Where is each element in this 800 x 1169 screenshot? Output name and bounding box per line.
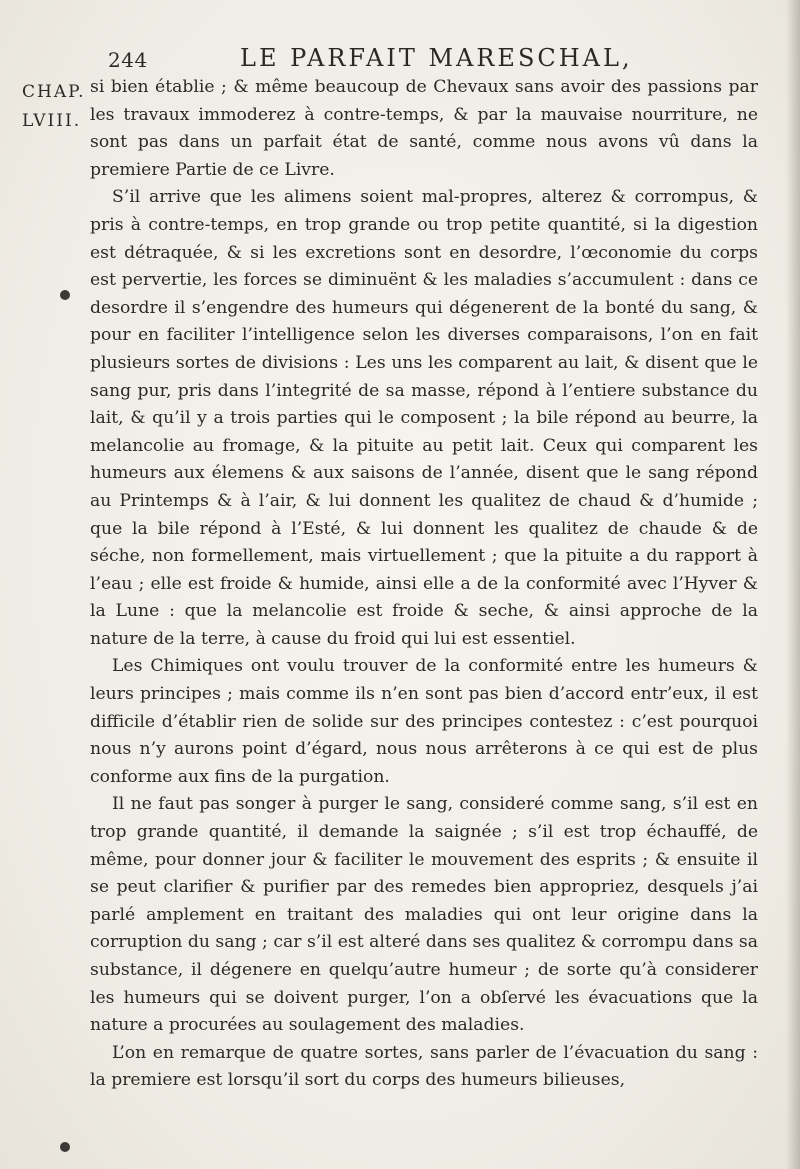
- paragraph-3: Les Chimiques ont voulu trouver de la conformité entre les humeurs & leurs principes ; mais comme ils n’en sont pas bien d’accord entr’eux, il est difficile d’établir rien de solide sur des principes contestez : c’est pourquoi nous n’y aurons point d’égard, nous nous arrêterons à ce qui est de plus conforme aux fins de la purgation.: [90, 656, 758, 787]
- paragraph-5: L’on en remarque de quatre sortes, sans parler de l’évacuation du sang : la premiere est lorsqu’il sort du corps des humeurs bilieuses,: [90, 1042, 758, 1091]
- chapter-margin-note: [22, 78, 86, 136]
- page-header: [108, 44, 708, 74]
- paragraph-1: si bien établie ; & même beaucoup de Chevaux sans avoir des passions par les travaux immoderez à contre-temps, & par la mauvaise nourriture, ne sont pas dans un parfait état de santé, comme nous avons vû dans la premiere Partie de ce Livre.: [90, 77, 758, 180]
- margin-ink-dot: [60, 290, 70, 300]
- chapter-number: LVIII.: [22, 111, 82, 131]
- margin-ink-dot: [60, 1142, 70, 1152]
- paragraph-2: S’il arrive que les alimens soient mal-propres, alterez & corrompus, & pris à contre-temps, en trop grande ou trop petite quantité, si la digestion est détraquée, & si les excretions sont en desordre, l’œconomie du corps est pervertie, les forces se diminuënt & les maladies s’accumulent : dans ce desordre il s’engendre des humeurs qui dégenerent de la bonté du sang, & pour en faciliter l’intelligence selon les diverses comparaisons, l’on en fait plusieurs sortes de divisions : Les uns les comparent au lait, & disent que le sang pur, pris dans l’integrité de sa masse, répond à l’entiere substance du lait, & qu’il y a trois parties qui le composent ; la bile répond au beurre, la melancolie au fromage, & la pituite au petit lait. Ceux qui comparent les humeurs aux élemens & aux saisons de l’année, disent que le sang répond au Printemps & à l’air, & lui donnent les qualitez de chaud & d’humide ; que la bile répond à l’Esté, & lui donnent les qualitez de chaude & de séche, non formellement, mais virtuellement ; que la pituite a du rapport à l’eau ; elle est froide & humide, ainsi elle a de la conformité avec l’Hyver & la Lune : que la melancolie est froide & seche, & ainsi approche de la nature de la terre, à cause du froid qui lui est essentiel.: [90, 187, 758, 649]
- chapter-label: CHAP.: [22, 82, 86, 102]
- paragraph-4: Il ne faut pas songer à purger le sang, consideré comme sang, s’il est en trop grande quantité, il demande la saignée ; s’il est trop échauffé, de même, pour donner jour & faciliter le mouvement des esprits ; & ensuite il se peut clarifier & purifier par des remedes bien appropriez, desquels j’ai parlé amplement en traitant des maladies qui ont leur origine dans la corruption du sang ; car s’il est alteré dans ses qualitez & corrompu dans sa substance, il dégenere en quelqu’autre humeur ; de sorte qu’à considerer les humeurs qui se doivent purger, l’on a obſervé les évacuations que la nature a procurées au soulagement des maladies.: [90, 794, 758, 1036]
- page-edge-shadow: [786, 0, 800, 1169]
- body-text: [90, 74, 758, 1095]
- running-title: LE PARFAIT MARESCHAL,: [240, 44, 633, 72]
- page-number: 244: [108, 48, 148, 72]
